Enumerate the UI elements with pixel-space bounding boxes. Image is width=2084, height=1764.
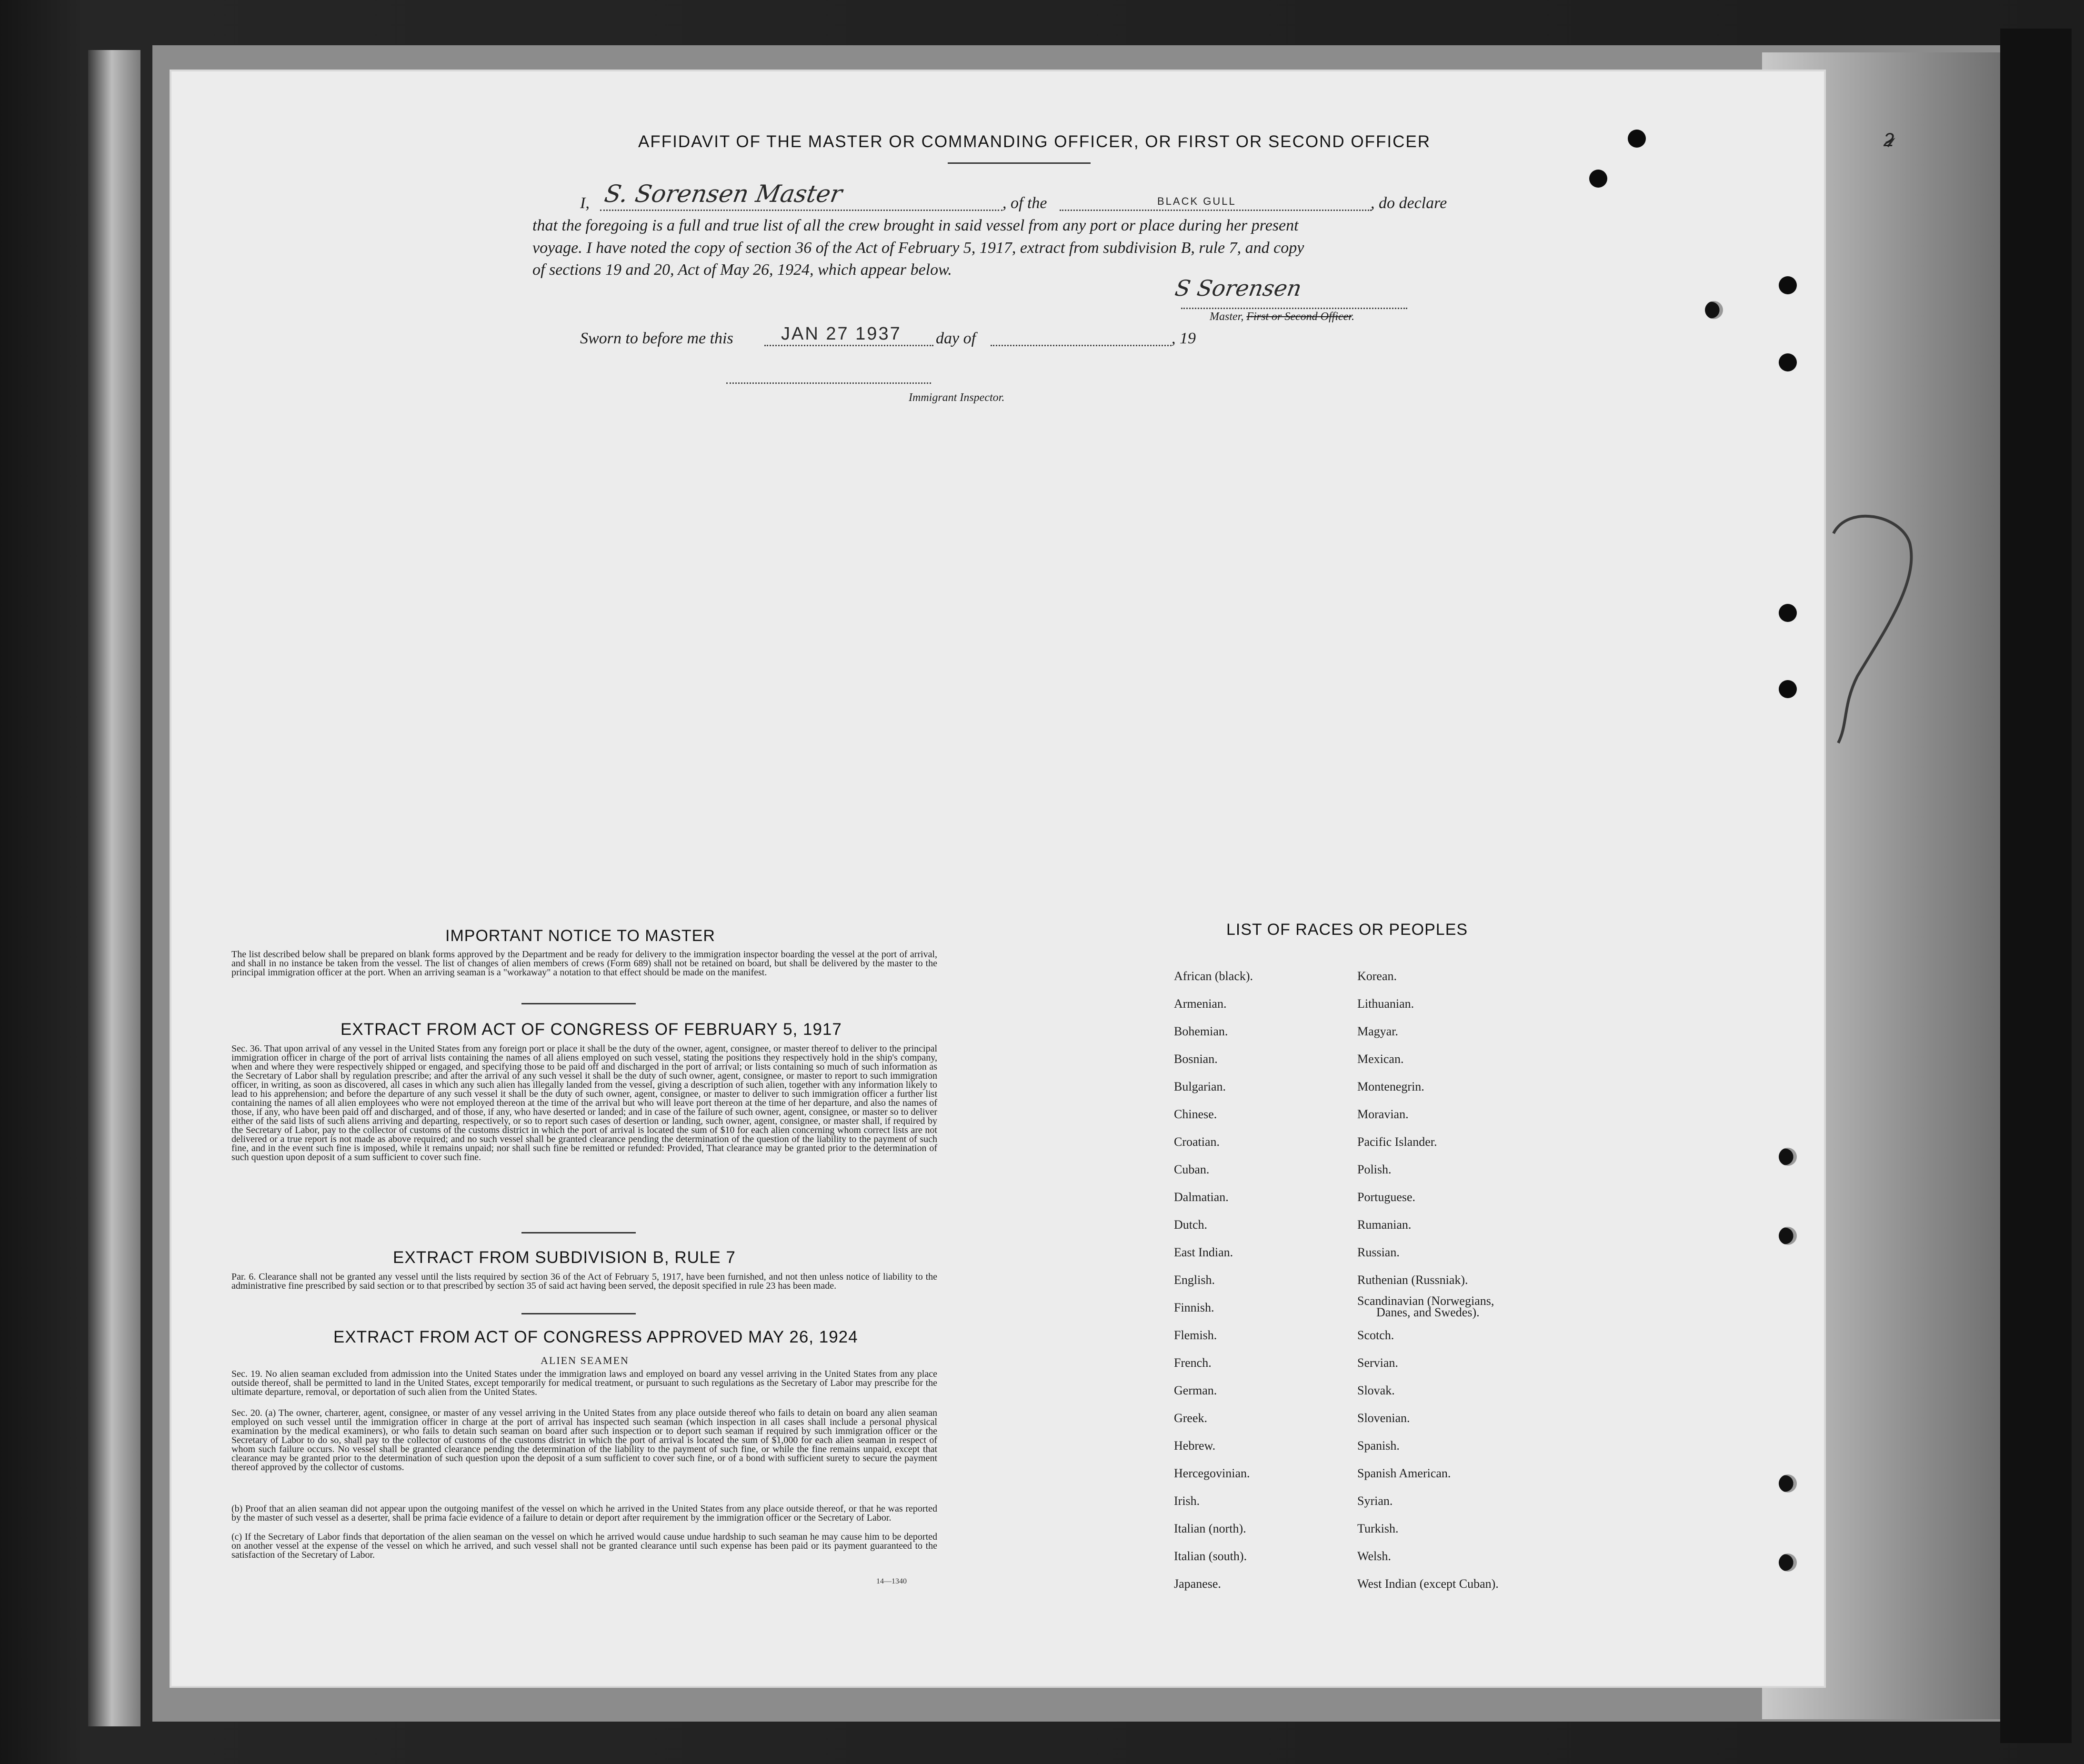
race-item: Italian (north).	[1174, 1522, 1246, 1535]
race-item: Slovenian.	[1357, 1411, 1410, 1425]
master-name-line	[600, 210, 1002, 211]
race-item-scandinavian	[1357, 1295, 1494, 1318]
signer-role-end: .	[1351, 311, 1354, 323]
declaration-line-4: of sections 19 and 20, Act of May 26, 1924, which appear below.	[532, 261, 952, 279]
title-rule	[948, 162, 1091, 164]
sworn-year: , 19	[1172, 330, 1196, 347]
race-item: Pacific Islander.	[1357, 1135, 1437, 1149]
notice-rule	[521, 1003, 636, 1004]
rule7-rule	[521, 1313, 636, 1314]
signer-role-master: Master,	[1210, 311, 1247, 323]
race-item: Moravian.	[1357, 1107, 1409, 1121]
extract-1924-b: (b) Proof that an alien seaman did not appear upon the outgoing manifest of the vessel on which he arrived in the United States from any place outside thereof, or that he was reported by the master of such vessel as a deserter, shall be prima facie evidence of a failure to detain or deport after requirement by the immigration officer or the Secretary of Labor.	[231, 1503, 937, 1523]
signature-line	[1181, 308, 1407, 309]
notice-body: The list described below shall be prepared on blank forms approved by the Department and be ready for delivery to the immigration inspector boarding the vessel at the port of arrival, and shall in no instance be taken from the vessel. The list of changes of alien members of crews (Form 689) shall not be retained on board, but shall be delivered by the master to the principal immigration officer at the port. When an arriving seaman is a "workaway" a notation to that effect should be made on the manifest.	[231, 949, 937, 978]
race-item: Lithuanian.	[1357, 997, 1414, 1011]
race-item: Italian (south).	[1174, 1549, 1247, 1563]
race-item: Korean.	[1357, 969, 1397, 983]
race-item: Polish.	[1357, 1163, 1392, 1176]
extract-1924-title: EXTRACT FROM ACT OF CONGRESS APPROVED MAY 26, 1924	[333, 1328, 858, 1346]
extract-1924-sec19: Sec. 19. No alien seaman excluded from admission into the United States under the immigration laws and employed on board any vessel arriving in the United States from any place outside thereof, shall be permitted to land in the United States, except temporarily for medical treatment, or pursuant to such regulations as the Secretary of Labor may prescribe for the ultimate departure, removal, or deportation of such alien from the United States.	[231, 1369, 937, 1397]
race-item: Chinese.	[1174, 1107, 1217, 1121]
signer-role-struck: First or Second Officer	[1246, 311, 1352, 323]
race-item: Bosnian.	[1174, 1052, 1218, 1066]
sworn-day-of: day of	[936, 330, 976, 347]
race-item: Spanish American.	[1357, 1466, 1451, 1480]
race-item: Mexican.	[1357, 1052, 1404, 1066]
race-item: Cuban.	[1174, 1163, 1210, 1176]
race-item: French.	[1174, 1356, 1212, 1370]
extract-1924-c: (c) If the Secretary of Labor finds that deportation of the alien seaman on the vessel on which he arrived would cause undue hardship to such seaman he may cause him to be deported on another vessel at the expense of the vessel on which he arrived, and such vessel shall not be granted clearance until such expense has been paid or its payment guaranteed to the satisfaction of the Secretary of Labor.	[231, 1532, 937, 1560]
vessel-name: BLACK GULL	[1157, 195, 1236, 207]
race-item: German.	[1174, 1383, 1217, 1397]
sworn-before: Sworn to before me this	[580, 330, 733, 347]
race-item: Greek.	[1174, 1411, 1208, 1425]
race-item: English.	[1174, 1273, 1215, 1287]
race-item: Dalmatian.	[1174, 1190, 1229, 1204]
race-item: Rumanian.	[1357, 1218, 1412, 1232]
race-item: Bulgarian.	[1174, 1080, 1226, 1093]
signer-role	[1210, 311, 1354, 323]
extract-1917-title: EXTRACT FROM ACT OF CONGRESS OF FEBRUARY 5, 1917	[341, 1020, 842, 1039]
declaration-do-declare: , do declare	[1371, 194, 1447, 212]
race-item: Russian.	[1357, 1245, 1400, 1259]
sworn-month-line	[991, 345, 1172, 346]
race-item: Magyar.	[1357, 1024, 1398, 1038]
extract-1924-sec20: Sec. 20. (a) The owner, charterer, agent, consignee, or master of any vessel arriving in the United States from any place outside thereof who fails to detain on board any alien seaman employed on such vessel until the immigration officer in charge at the port of arrival has inspected such seaman (which inspection in all cases shall include a personal physical examination by the medical examiners), or who fails to detain such seaman on board after such inspection or to deport such seaman if required by such immigration officer or the Secretary of Labor to do so, shall pay to the collector of customs of the customs district in which the port of arrival is located the sum of $1,000 for each alien seaman in respect of whom such failure occurs. No vessel shall be granted clearance pending the determination of the liability to the payment of such fine, or while the fine remains unpaid, except that clearance may be granted prior to the determination of such question upon the deposit of a sum sufficient to cover such fine, or of a bond with sufficient surety to secure the payment thereof approved by the collector of customs.	[231, 1408, 937, 1473]
race-scandinavian-line-2: Danes, and Swedes).	[1376, 1305, 1480, 1319]
margin-note: 2	[1884, 130, 1896, 150]
race-item: Dutch.	[1174, 1218, 1208, 1232]
race-item: Slovak.	[1357, 1383, 1395, 1397]
race-item: Scotch.	[1357, 1328, 1394, 1342]
race-item: Bohemian.	[1174, 1024, 1228, 1038]
races-title: LIST OF RACES OR PEOPLES	[1226, 921, 1468, 939]
declaration-line-3: voyage. I have noted the copy of section 36 of the Act of February 5, 1917, extract from subdivision B, rule 7, and copy	[532, 239, 1304, 257]
race-item: Portuguese.	[1357, 1190, 1416, 1204]
race-item: Flemish.	[1174, 1328, 1217, 1342]
alien-seamen-subtitle: ALIEN SEAMEN	[541, 1354, 629, 1366]
notice-title: IMPORTANT NOTICE TO MASTER	[445, 927, 715, 945]
race-item: Hebrew.	[1174, 1439, 1216, 1453]
race-item: Finnish.	[1174, 1301, 1214, 1314]
master-signature: S Sorensen	[1173, 275, 1304, 301]
race-item: Servian.	[1357, 1356, 1398, 1370]
rule7-title: EXTRACT FROM SUBDIVISION B, RULE 7	[393, 1248, 736, 1267]
race-item: Welsh.	[1357, 1549, 1391, 1563]
race-item: Armenian.	[1174, 997, 1227, 1011]
race-item: Montenegrin.	[1357, 1080, 1424, 1093]
race-item: East Indian.	[1174, 1245, 1233, 1259]
declaration-line-2: that the foregoing is a full and true list of all the crew brought in said vessel from any port or place during her present	[532, 217, 1299, 234]
race-item: Spanish.	[1357, 1439, 1400, 1453]
declaration-i: I,	[580, 194, 590, 212]
race-item: Syrian.	[1357, 1494, 1393, 1508]
race-item: West Indian (except Cuban).	[1357, 1577, 1499, 1591]
extract-1917-rule	[521, 1232, 636, 1233]
race-item: Ruthenian (Russniak).	[1357, 1273, 1468, 1287]
form-number: 14—1340	[876, 1577, 907, 1585]
affidavit-title: AFFIDAVIT OF THE MASTER OR COMMANDING OFFICER, OR FIRST OR SECOND OFFICER	[638, 132, 1431, 151]
race-item: African (black).	[1174, 969, 1253, 983]
race-item: Irish.	[1174, 1494, 1200, 1508]
race-item: Turkish.	[1357, 1522, 1399, 1535]
inspector-signature-line	[726, 382, 931, 384]
extract-1917-body: Sec. 36. That upon arrival of any vessel in the United States from any foreign port or place it shall be the duty of the owner, agent, consignee, or master thereof to deliver to the principal immigration officer in charge of the port of arrival lists containing the names of all aliens employed on such vessel, stating the positions they respectively hold in the ship's company, when and where they were respectively shipped or engaged, and specifying those to be paid off and discharged in the port of arrival; or lists containing so much of such information as the Secretary of Labor shall by regulation prescribe; and after the arrival of any such vessel it shall be the duty of such owner, agent, consignee, or master to report to such immigration officer, in writing, as soon as discovered, all cases in which any such alien has illegally landed from the vessel, giving a description of such alien, together with any information likely to lead to his apprehension; and before the departure of any such vessel it shall be the duty of such owner, agent, consignee, or master to deliver to such immigration officer a further list containing the names of all alien employees who were not employed thereon at the time of the arrival but who will leave port thereon at the time of her departure, and also the names of those, if any, who have been paid off and discharged, and of those, if any, who have deserted or landed; and in case of the failure of such owner, agent, consignee, or master so to deliver either of the said lists of such aliens arriving and departing, respectively, or so to report such cases of desertion or landing, such owner, agent, consignee, or master shall, if required by the Secretary of Labor, pay to the collector of customs of the customs district in which the port of arrival is located the sum of $10 for each alien concerning whom correct lists are not delivered or a true report is not made as above required; and no such vessel shall be granted clearance pending the determination of the question of the liability to the payment of such fine, and in the event such fine is imposed, while it remains unpaid; nor shall such fine be remitted or refunded: Provided, That clearance may be granted prior to the determination of such question upon deposit of a sum sufficient to cover such fine.	[231, 1043, 937, 1163]
race-item: Hercegovinian.	[1174, 1466, 1250, 1480]
race-scandinavian-line-1: Scandinavian (Norwegians,	[1357, 1294, 1494, 1308]
sworn-date-line	[764, 345, 933, 346]
race-item: Japanese.	[1174, 1577, 1221, 1591]
inspector-label: Immigrant Inspector.	[909, 391, 1005, 404]
vessel-name-line	[1060, 210, 1372, 211]
rule7-body: Par. 6. Clearance shall not be granted any vessel until the lists required by section 36 of the Act of February 5, 1917, have been furnished, and not then unless notice of liability to the administrative fine prescribed by said section or to that prescribed by section 35 of said act having been served, the deposit specified in rule 23 has been made.	[231, 1272, 937, 1291]
race-item: Croatian.	[1174, 1135, 1220, 1149]
declaration-of-the: , of the	[1002, 194, 1047, 212]
master-name-handwritten: S. Sorensen Master	[602, 180, 845, 208]
date-stamp: JAN 27 1937	[781, 324, 902, 344]
